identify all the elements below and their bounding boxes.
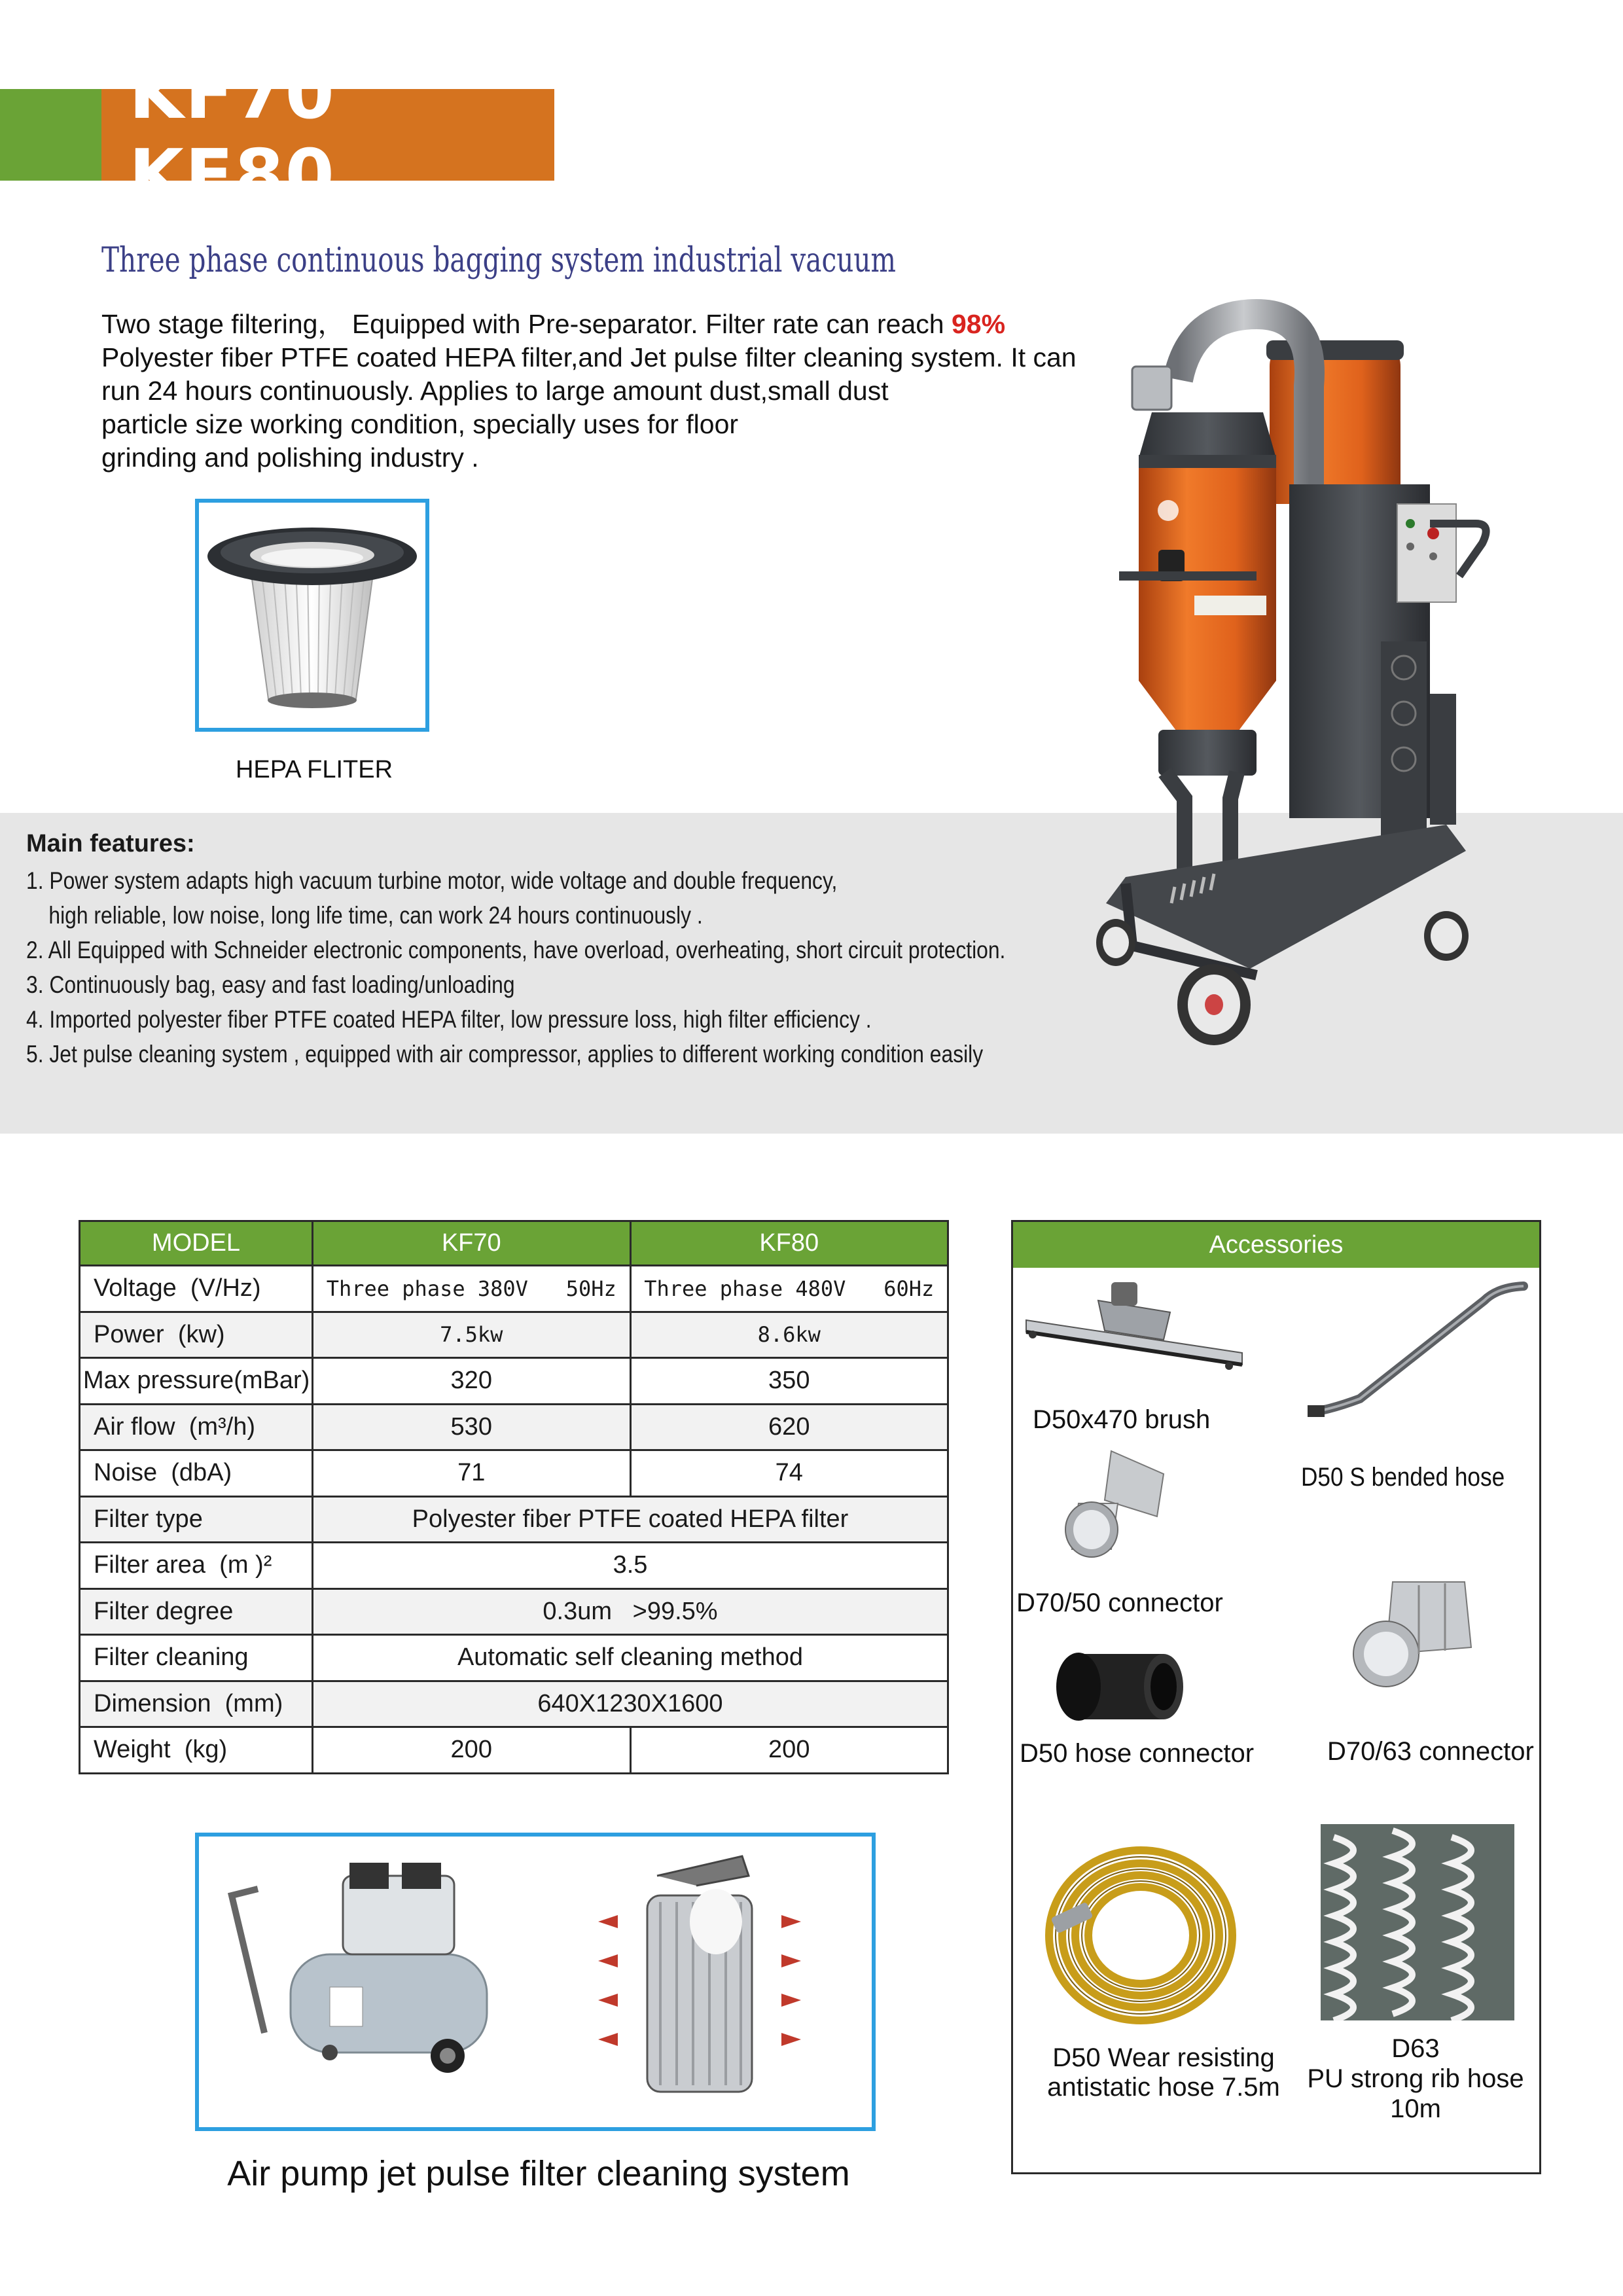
intro-line-2: Polyester fiber PTFE coated HEPA filter,and Jet pulse filter cleaning system. It can	[101, 342, 1077, 372]
row-label: Power (kw)	[80, 1312, 313, 1358]
kf70-value: Three phase 380V 50Hz	[313, 1266, 631, 1312]
table-row	[80, 1496, 948, 1543]
intro-line-3: run 24 hours continuously. Applies to large amount dust,small dust	[101, 376, 889, 406]
d50-hose-connector-image	[1052, 1628, 1183, 1732]
table-row	[80, 1727, 948, 1774]
kf80-value: 200	[630, 1727, 948, 1774]
filter-rate-highlight: 98%	[951, 309, 1006, 339]
merged-value: Polyester fiber PTFE coated HEPA filter	[313, 1496, 948, 1543]
title-banner	[101, 53, 554, 217]
brush-image	[1020, 1274, 1268, 1372]
accessories-title: Accessories	[1013, 1222, 1539, 1268]
merged-value: 640X1230X1600	[313, 1681, 948, 1727]
table-row	[80, 1266, 948, 1312]
kf70-value: 320	[313, 1358, 631, 1405]
wear-resisting-hose-image	[1039, 1837, 1242, 2034]
row-label: Filter cleaning	[80, 1635, 313, 1681]
table-row	[80, 1358, 948, 1405]
accessory-label-line: antistatic hose 7.5m	[1047, 2073, 1280, 2102]
kf80-value: Three phase 480V 60Hz	[630, 1266, 948, 1312]
d70-63-connector-image	[1334, 1562, 1491, 1693]
row-label: Filter area (m )²	[80, 1543, 313, 1589]
features-heading: Main features:	[26, 830, 195, 857]
feature-item: high reliable, low noise, long life time, can work 24 hours continuously .	[48, 902, 703, 929]
spec-table	[79, 1220, 949, 1774]
d70-50-connector-image	[1046, 1438, 1177, 1562]
kf70-value: 7.5kw	[313, 1312, 631, 1358]
s-bended-hose-image	[1301, 1274, 1537, 1425]
accessory-label-line: D50 Wear resisting	[1052, 2043, 1275, 2072]
intro-line-5: grinding and polishing industry .	[101, 442, 479, 473]
intro-line-1: Two stage filtering， Equipped with Pre-separator. Filter rate can reach	[101, 309, 952, 339]
kf80-value: 8.6kw	[630, 1312, 948, 1358]
accessory-label-line: D63	[1391, 2034, 1440, 2063]
row-label: Voltage (V/Hz)	[80, 1266, 313, 1312]
accessory-label-line: PU strong rib hose	[1307, 2064, 1524, 2093]
table-row	[80, 1543, 948, 1589]
row-label: Dimension (mm)	[80, 1681, 313, 1727]
accessory-label-line: 10m	[1390, 2094, 1441, 2123]
kf80-value: 74	[630, 1450, 948, 1497]
row-label: Filter degree	[80, 1588, 313, 1635]
intro-paragraph	[101, 308, 1077, 475]
page-title: KF70 KF80	[129, 53, 336, 217]
row-label: Max pressure(mBar)	[80, 1358, 313, 1405]
subtitle: Three phase continuous bagging system industrial vacuum	[101, 241, 896, 280]
feature-item: 3. Continuously bag, easy and fast loading/unloading	[26, 971, 515, 998]
intro-line-4: particle size working condition, specially uses for floor	[101, 409, 739, 439]
table-row	[80, 1404, 948, 1450]
air-pump-image-frame	[195, 1833, 876, 2131]
table-row	[80, 1588, 948, 1635]
hepa-filter-image	[199, 503, 425, 728]
row-label: Air flow (m³/h)	[80, 1404, 313, 1450]
merged-value: Automatic self cleaning method	[313, 1635, 948, 1681]
hepa-filter-caption: HEPA FLITER	[235, 756, 393, 783]
table-row	[80, 1312, 948, 1358]
kf70-value: 71	[313, 1450, 631, 1497]
accessory-label: D70/63 connector	[1327, 1737, 1534, 1766]
kf80-value: 350	[630, 1358, 948, 1405]
merged-value: 0.3um >99.5%	[313, 1588, 948, 1635]
accessory-label: D70/50 connector	[1016, 1588, 1223, 1617]
pu-rib-hose-image	[1321, 1824, 1514, 2020]
hepa-filter-image-frame	[195, 499, 429, 732]
feature-item: 4. Imported polyester fiber PTFE coated HEPA filter, low pressure loss, high filter efficiency .	[26, 1006, 872, 1033]
table-row	[80, 1450, 948, 1497]
feature-item: 1. Power system adapts high vacuum turbine motor, wide voltage and double frequency,	[26, 867, 838, 894]
table-row	[80, 1635, 948, 1681]
table-row	[80, 1681, 948, 1727]
column-header: MODEL	[80, 1221, 313, 1266]
accessory-label: D50 S bended hose	[1301, 1463, 1505, 1492]
accessory-label: D50 hose connector	[1020, 1739, 1255, 1768]
row-label: Weight (kg)	[80, 1727, 313, 1774]
column-header: KF70	[313, 1221, 631, 1266]
kf70-value: 530	[313, 1404, 631, 1450]
industrial-vacuum-image	[1041, 288, 1603, 1126]
kf70-value: 200	[313, 1727, 631, 1774]
row-label: Filter type	[80, 1496, 313, 1543]
header-green-band	[0, 89, 101, 181]
accessories-panel	[1011, 1220, 1541, 2174]
accessory-label: D50x470 brush	[1033, 1405, 1211, 1434]
feature-item: 5. Jet pulse cleaning system , equipped with air compressor, applies to different working condition easily	[26, 1041, 984, 1067]
main-features	[26, 830, 1139, 1071]
accessory-label	[1288, 2034, 1543, 2124]
merged-value: 3.5	[313, 1543, 948, 1589]
row-label: Noise (dbA)	[80, 1450, 313, 1497]
column-header: KF80	[630, 1221, 948, 1266]
feature-item: 2. All Equipped with Schneider electronic components, have overload, overheating, short circuit protection.	[26, 937, 1006, 963]
accessory-label	[1033, 2043, 1294, 2102]
air-pump-caption: Air pump jet pulse filter cleaning system	[227, 2154, 850, 2193]
kf80-value: 620	[630, 1404, 948, 1450]
air-pump-system-image	[199, 1837, 872, 2127]
